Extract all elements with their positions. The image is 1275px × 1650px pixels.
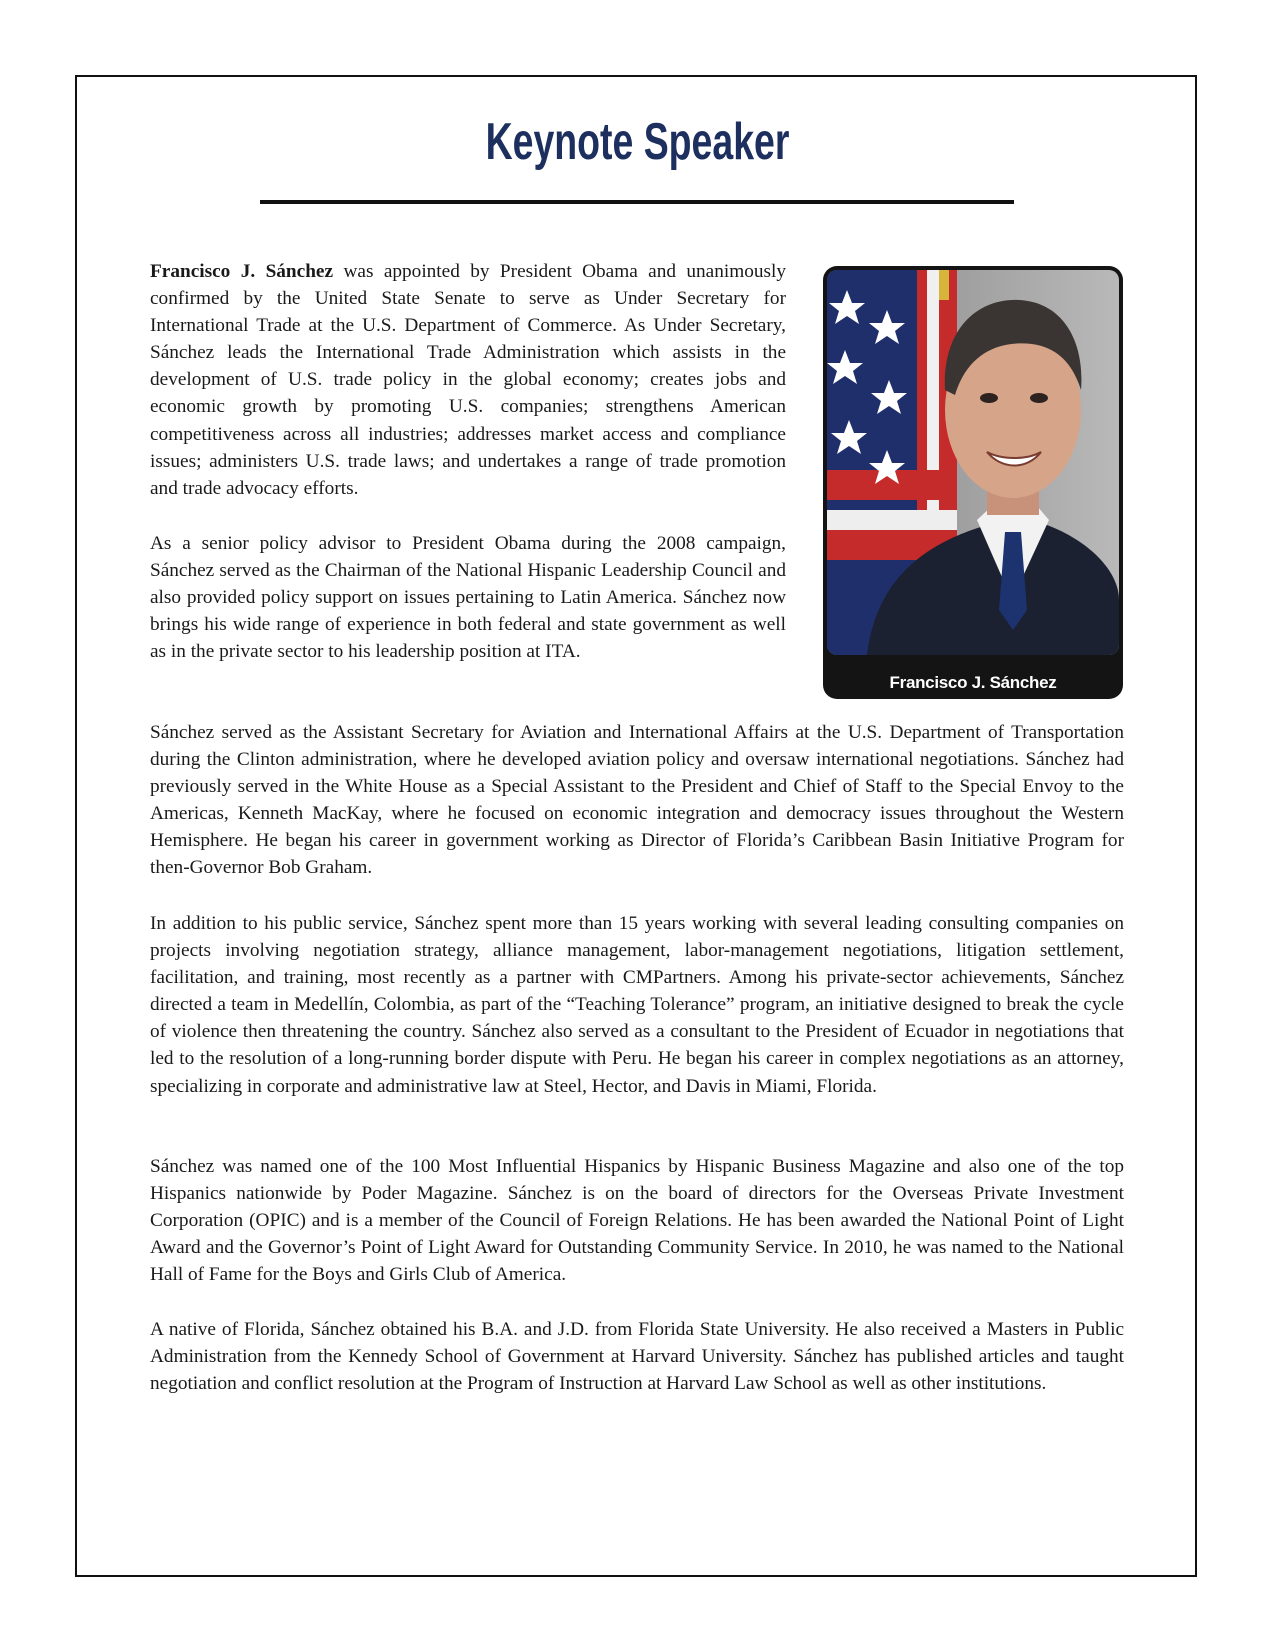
title-divider — [260, 200, 1014, 204]
bio-paragraph-6: A native of Florida, Sánchez obtained his B.A. and J.D. from Florida State University. He also received a Masters in Public Administration from the Kennedy School of Government at Harvard University. Sánchez has published articles and taught negotiation and conflict resolution at the Program of Instruction at Harvard Law School as well as other institutions. — [150, 1319, 1124, 1395]
bio-paragraph-1 — [150, 258, 786, 502]
speaker-name: Francisco J. Sánchez — [150, 261, 334, 282]
bio-paragraph-2: As a senior policy advisor to President Obama during the 2008 campaign, Sánchez served as the Chairman of the National Hispanic Leadership Council and also provided policy support on issues pertaining to Latin America. Sánchez now brings his wide range of experience in both federal and state government as well as in the private sector to his leadership position at ITA. — [150, 533, 786, 663]
bio-paragraph-1-text: was appointed by President Obama and unanimously confirmed by the United State Senate to serve as Under Secretary for International Trade at the U.S. Department of Commerce. As Under Secretary, Sánchez leads the International Trade Administration which assists in the development of U.S. trade policy in the global economy; creates jobs and economic growth by promoting U.S. companies; strengthens American competitiveness across all industries; addresses market access and compliance issues; administers U.S. trade laws; and undertakes a range of trade promotion and trade advocacy efforts. — [150, 261, 787, 499]
portrait-photo-icon — [827, 270, 1119, 655]
bio-paragraph-5: Sánchez was named one of the 100 Most Influential Hispanics by Hispanic Business Magazine and also one of the top Hispanics nationwide by Poder Magazine. Sánchez is on the board of directors for the Overseas Private Investment Corporation (OPIC) and is a member of the Council of Foreign Relations. He has been awarded the National Point of Light Award and the Governor’s Point of Light Award for Outstanding Community Service. In 2010, he was named to the National Hall of Fame for the Boys and Girls Club of America. — [150, 1156, 1124, 1286]
page-title: Keynote Speaker — [485, 113, 790, 171]
bio-paragraph-3: Sánchez served as the Assistant Secretary for Aviation and International Affairs at the U.S. Department of Transportation during the Clinton administration, where he developed aviation policy and oversaw international negotiations. Sánchez had previously served in the White House as a Special Assistant to the President and Chief of Staff to the Special Envoy to the Americas, Kenneth MacKay, where he focused on economic integration and democracy issues throughout the Western Hemisphere. He began his career in government working as Director of Florida’s Caribbean Basin Initiative Program for then-Governor Bob Graham. — [150, 722, 1124, 879]
photo-caption: Francisco J. Sánchez — [889, 673, 1057, 692]
bio-paragraph-4: In addition to his public service, Sánchez spent more than 15 years working with several leading consulting companies on projects involving negotiation strategy, alliance management, labor-management negotiations, litigation settlement, facilitation, and training, most recently as a partner with CMPartners. Among his private-sector achievements, Sánchez directed a team in Medellín, Colombia, as part of the “Teaching Tolerance” program, an initiative designed to break the cycle of violence then threatening the country. Sánchez also served as a consultant to the President of Ecuador in negotiations that led to the resolution of a long-running border dispute with Peru. He began his career in complex negotiations as an attorney, specializing in corporate and administrative law at Steel, Hector, and Davis in Miami, Florida. — [150, 913, 1124, 1097]
speaker-photo — [823, 266, 1123, 699]
